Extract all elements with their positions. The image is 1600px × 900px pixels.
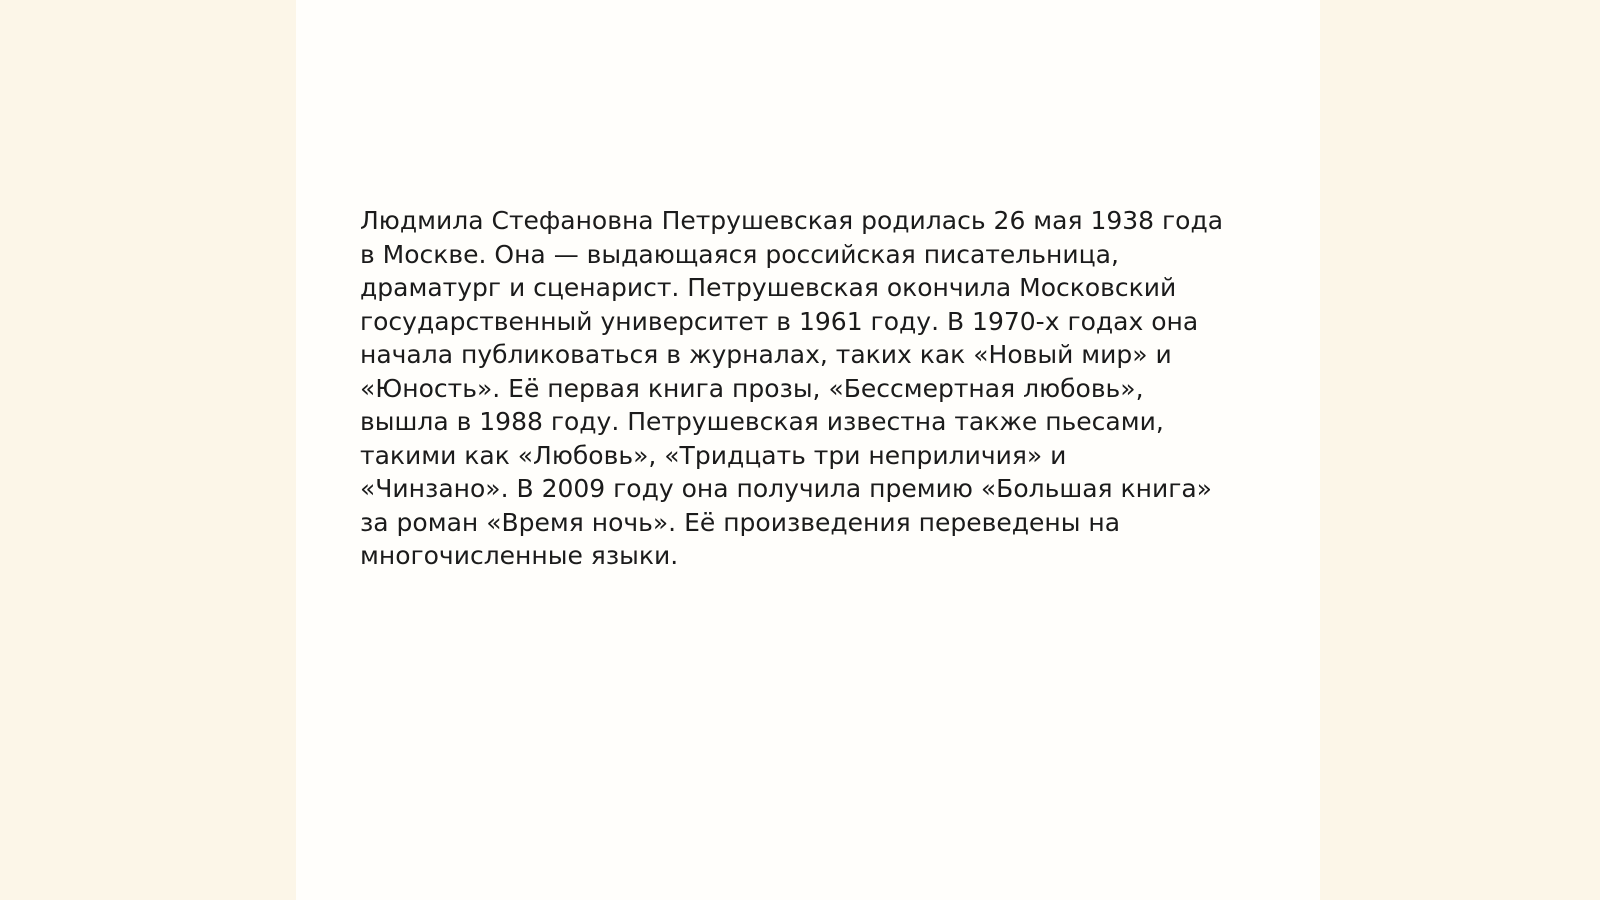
paragraph-line: в Москве. Она — выдающаяся российская писательница, <box>360 239 1119 269</box>
paragraph-line: государственный университет в 1961 году. В 1970-х годах она <box>360 306 1199 336</box>
paragraph-line: «Чинзано». В 2009 году она получила премию «Большая книга» <box>360 474 1212 503</box>
paragraph-line: такими как «Любовь», «Тридцать три неприличия» и <box>360 440 1067 470</box>
right-margin-panel <box>1320 0 1600 900</box>
paragraph-line: многочисленные языки. <box>360 541 679 570</box>
biography-paragraph <box>360 204 1260 573</box>
paragraph-line: Людмила Стефановна Петрушевская родилась 26 мая 1938 года <box>360 206 1224 235</box>
paragraph-line: драматург и сценарист. Петрушевская окончила Московский <box>360 273 1177 302</box>
paragraph-line: «Юность». Её первая книга прозы, «Бессмертная любовь», <box>360 373 1144 403</box>
paragraph-line: за роман «Время ночь». Её произведения переведены на <box>360 507 1121 537</box>
paragraph-line: вышла в 1988 году. Петрушевская известна также пьесами, <box>360 407 1164 436</box>
paragraph-line: начала публиковаться в журналах, таких как «Новый мир» и <box>360 340 1172 369</box>
left-margin-panel <box>0 0 296 900</box>
